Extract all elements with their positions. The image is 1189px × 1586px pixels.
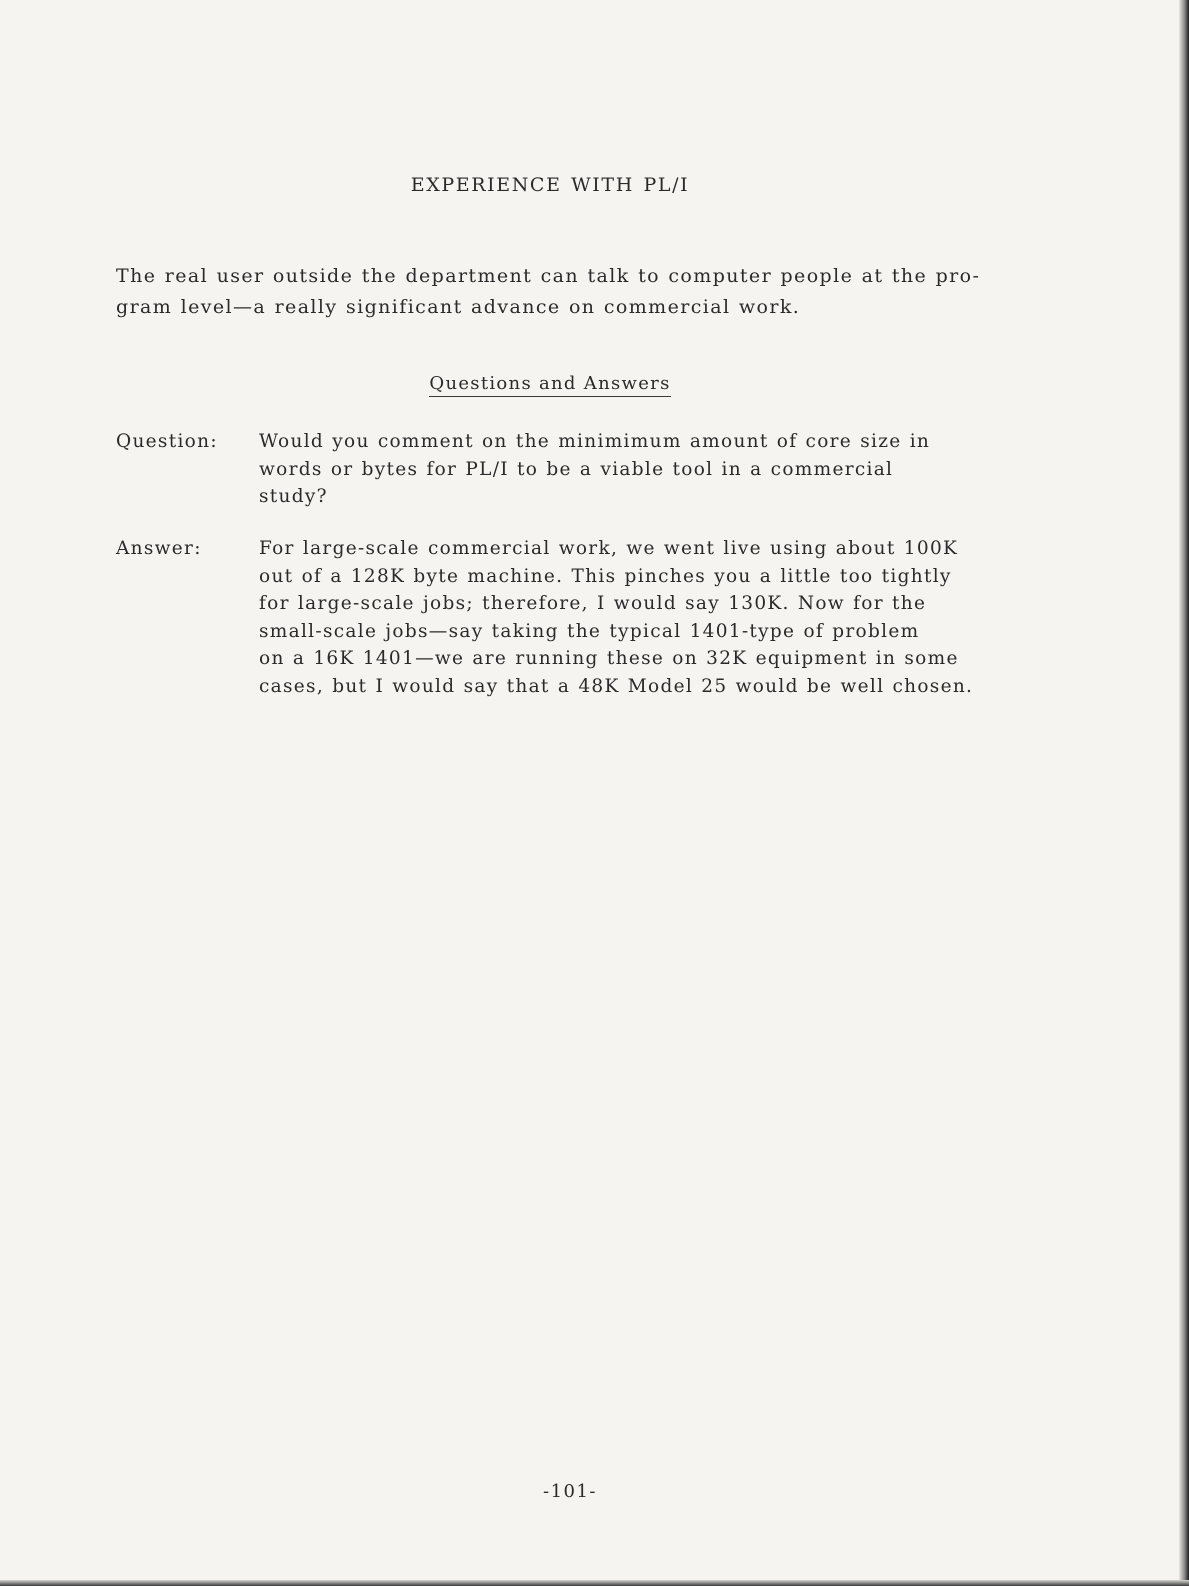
question-line: words or bytes for PL/I to be a viable tool in a commercial [259, 458, 894, 480]
scan-edge-bottom [0, 1580, 1189, 1586]
answer-line: on a 16K 1401—we are running these on 32K equipment in some [259, 648, 959, 669]
page-title: EXPERIENCE WITH PL/I [410, 174, 690, 196]
answer-line: For large-scale commercial work, we went live using about 100K [259, 538, 959, 559]
intro-line: gram level—a really significant advance on commercial work. [116, 296, 801, 318]
page-number: -101- [542, 1481, 598, 1502]
question-label: Question: [116, 431, 218, 452]
answer-line: small-scale jobs—say taking the typical 1401-type of problem [259, 620, 920, 642]
scan-edge-right [1179, 0, 1189, 1586]
section-heading [0, 373, 1100, 394]
question-line: Would you comment on the minimimum amount of core size in [259, 431, 931, 452]
intro-paragraph [116, 261, 1056, 323]
section-heading-text: Questions and Answers [429, 373, 670, 397]
question-text [259, 428, 1079, 511]
answer-line: out of a 128K byte machine. This pinches you a little too tightly [259, 565, 952, 587]
intro-line: The real user outside the department can talk to computer people at the pro- [116, 265, 981, 287]
answer-line: cases, but I would say that a 48K Model 25 would be well chosen. [259, 675, 974, 697]
question-line: study? [259, 486, 328, 507]
answer-label: Answer: [116, 538, 202, 559]
answer-line: for large-scale jobs; therefore, I would say 130K. Now for the [259, 593, 927, 614]
answer-text [259, 535, 1079, 700]
